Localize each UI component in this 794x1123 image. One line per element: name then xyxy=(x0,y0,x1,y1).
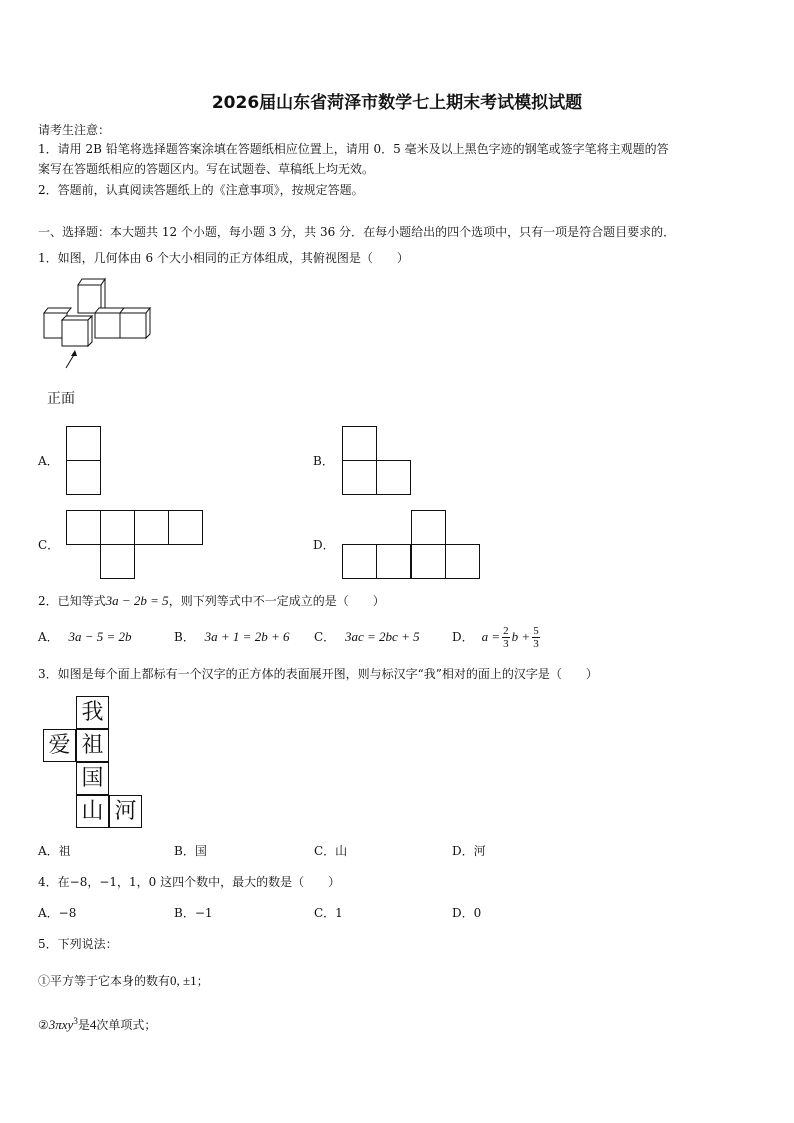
q5-statement-1-post: ； xyxy=(196,974,209,988)
q2-option-d-label: D． xyxy=(452,630,474,644)
q2-option-a-label: A． xyxy=(38,630,59,644)
q2-stem-equation: 3a − 2b = 5 xyxy=(105,593,169,608)
q1-option-a-label: A． xyxy=(38,454,59,468)
fraction-denominator: 3 xyxy=(503,637,509,650)
grid-cell xyxy=(411,544,446,579)
q1-solid-figure xyxy=(38,276,163,376)
grid-cell xyxy=(445,544,480,579)
q5-stem: 5．下列说法： xyxy=(38,937,118,951)
q2-stem-pre: 2．已知等式 xyxy=(38,594,106,608)
q5-statement-1-math: 0, ±1 xyxy=(170,973,197,988)
q2-option-a-equation: 3a − 5 = 2b xyxy=(68,629,132,644)
q2-option-a xyxy=(38,629,132,645)
grid-cell xyxy=(168,510,203,545)
net-cell-ai: 爱 xyxy=(43,729,76,762)
fraction-denominator: 3 xyxy=(533,637,539,650)
q2-option-d xyxy=(452,617,542,657)
grid-cell xyxy=(342,544,377,579)
q4-option-b: B．−1 xyxy=(174,906,213,920)
grid-cell xyxy=(411,510,446,545)
grid-cell xyxy=(100,510,135,545)
q1-option-b-label: B． xyxy=(313,454,334,468)
fraction-numerator: 2 xyxy=(503,624,509,637)
q2-option-d-lhs: a = xyxy=(481,629,501,644)
fraction-numerator: 5 xyxy=(533,624,539,637)
q4-option-c: C．1 xyxy=(314,906,343,920)
notice-item-1-line-1: 1．请用 2B 铅笔将选择题答案涂填在答题纸相应位置上，请用 0．5 毫米及以上黑色字迹的钢笔或签字笔将主观题的答 xyxy=(38,142,669,156)
q1-stem: 1．如图，几何体由 6 个大小相同的正方体组成，其俯视图是（ ） xyxy=(38,251,409,265)
notice-item-2: 2．答题前，认真阅读答题纸上的《注意事项》，按规定答题。 xyxy=(38,183,364,197)
page-title: 2026届山东省菏泽市数学七上期末考试模拟试题 xyxy=(211,93,583,113)
notice-heading: 请考生注意： xyxy=(38,123,111,137)
net-cell-wo: 我 xyxy=(76,696,109,729)
q2-stem xyxy=(38,593,385,609)
q1-option-c-label: C． xyxy=(38,538,60,552)
q2-option-c-equation: 3ac = 2bc + 5 xyxy=(345,629,420,644)
grid-cell xyxy=(376,544,411,579)
q2-option-d-mid: b + xyxy=(511,629,531,644)
grid-cell xyxy=(376,460,411,495)
grid-cell xyxy=(66,510,101,545)
q1-front-label: 正面 xyxy=(47,391,75,407)
grid-cell xyxy=(342,426,377,461)
q5-statement-2-exponent: 3 xyxy=(73,1016,78,1026)
q5-statement-2-math: 3πxy xyxy=(48,1017,74,1032)
q2-option-b xyxy=(174,629,289,645)
grid-cell xyxy=(100,544,135,579)
q4-option-a: A．−8 xyxy=(38,906,77,920)
q5-statement-2-number: 4 xyxy=(89,1017,97,1032)
grid-cell xyxy=(342,460,377,495)
q3-option-a: A．祖 xyxy=(38,844,71,858)
q1-option-d-label: D． xyxy=(313,538,335,552)
q2-option-c-label: C． xyxy=(314,630,336,644)
q2-stem-post: ，则下列等式中不一定成立的是（ ） xyxy=(168,594,385,608)
grid-cell xyxy=(66,426,101,461)
q2-option-d-fraction-2 xyxy=(532,625,540,650)
q5-statement-2-pre: ② xyxy=(38,1018,49,1032)
q3-option-c: C．山 xyxy=(314,844,348,858)
grid-cell xyxy=(66,460,101,495)
net-cell-shan: 山 xyxy=(76,795,109,828)
q5-statement-2-post: 次单项式； xyxy=(96,1018,157,1032)
net-cell-guo: 国 xyxy=(76,762,109,795)
q5-statement-1 xyxy=(38,973,209,989)
q5-statement-2 xyxy=(38,1013,156,1033)
q4-stem: 4．在−8，−1，1，0 这四个数中，最大的数是（ ） xyxy=(38,875,341,889)
q2-option-d-fraction-1 xyxy=(502,625,510,650)
q3-option-d: D．河 xyxy=(452,844,486,858)
net-cell-zu: 祖 xyxy=(76,729,109,762)
notice-item-1-line-2: 案写在答题纸相应的答题区内。写在试题卷、草稿纸上均无效。 xyxy=(38,162,375,176)
q2-option-b-equation: 3a + 1 = 2b + 6 xyxy=(204,629,290,644)
q2-option-c xyxy=(314,629,420,645)
q5-statement-2-mid: 是 xyxy=(77,1018,90,1032)
q2-option-b-label: B． xyxy=(174,630,195,644)
grid-cell xyxy=(134,510,169,545)
q5-statement-1-pre: ①平方等于它本身的数有 xyxy=(38,974,171,988)
q3-option-b: B．国 xyxy=(174,844,207,858)
q3-stem: 3．如图是每个面上都标有一个汉字的正方体的表面展开图，则与标汉字“我”相对的面上的汉字是（ ） xyxy=(38,667,598,681)
net-cell-he: 河 xyxy=(109,795,142,828)
section-heading: 一、选择题：本大题共 12 个小题，每小题 3 分，共 36 分．在每小题给出的四个选项中，只有一项是符合题目要求的． xyxy=(38,225,676,239)
q4-option-d: D．0 xyxy=(452,906,482,920)
